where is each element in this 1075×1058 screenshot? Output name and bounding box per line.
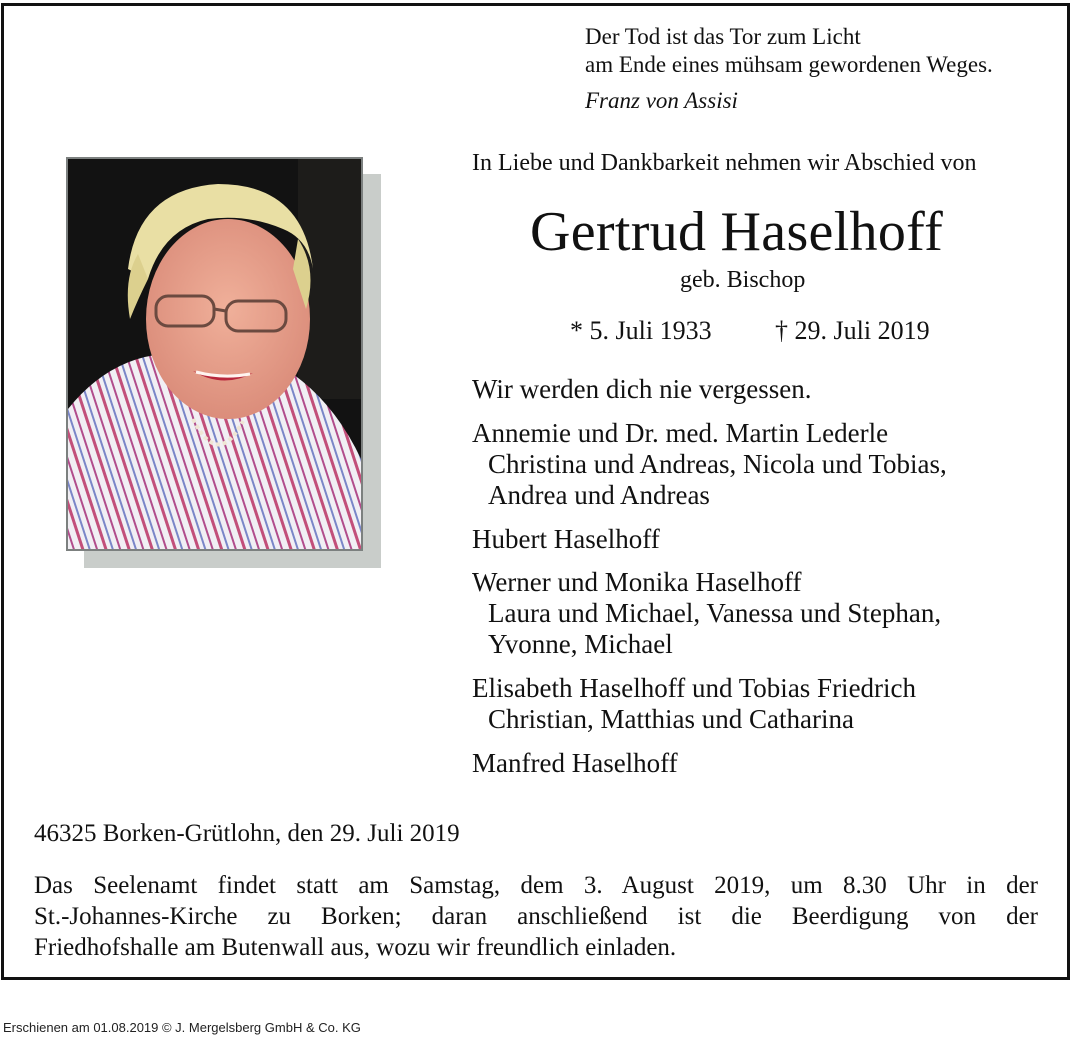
family-main: Annemie und Dr. med. Martin Lederle <box>472 418 889 448</box>
notice-line: Das Seelenamt findet statt am Samstag, dem 3. August 2019, um 8.30 Uhr in der <box>34 872 1038 899</box>
farewell-message: Wir werden dich nie vergessen. <box>472 374 812 404</box>
family-group-3 <box>472 567 941 660</box>
death-date: † 29. Juli 2019 <box>775 316 930 345</box>
family-group-1 <box>472 418 947 511</box>
family-main: Hubert Haselhoff <box>472 524 660 554</box>
family-members: Christian, Matthias und Catharina <box>488 704 854 734</box>
family-members: Laura und Michael, Vanessa und Stephan, <box>488 598 942 628</box>
family-main: Werner und Monika Haselhoff <box>472 567 802 597</box>
notice-line: St.-Johannes-Kirche zu Borken; daran anschließend ist die Beerdigung von der <box>34 903 1038 930</box>
family-members: Andrea und Andreas <box>488 480 710 510</box>
birth-name: geb. Bischop <box>680 267 806 293</box>
family-group-5 <box>472 748 678 779</box>
publication-footer: Erschienen am 01.08.2019 © J. Mergelsberg GmbH & Co. KG <box>3 1020 361 1035</box>
quote-line-2: am Ende eines mühsam gewordenen Weges. <box>585 52 993 77</box>
family-members: Christina und Andreas, Nicola und Tobias, <box>488 449 947 479</box>
family-group-4 <box>472 673 916 735</box>
portrait-photo <box>66 157 363 551</box>
funeral-notice <box>34 870 1038 963</box>
quote-line-1: Der Tod ist das Tor zum Licht <box>585 24 861 49</box>
family-main: Manfred Haselhoff <box>472 748 678 778</box>
farewell-intro: In Liebe und Dankbarkeit nehmen wir Abschied von <box>472 150 977 176</box>
family-group-2 <box>472 524 660 555</box>
birth-date: * 5. Juli 1933 <box>570 316 712 345</box>
family-members: Yvonne, Michael <box>488 629 673 659</box>
family-main: Elisabeth Haselhoff und Tobias Friedrich <box>472 673 917 703</box>
notice-line: Friedhofshalle am Butenwall aus, wozu wir freundlich einladen. <box>34 934 677 961</box>
deceased-name: Gertrud Haselhoff <box>530 201 944 263</box>
place-and-date: 46325 Borken-Grütlohn, den 29. Juli 2019 <box>34 820 460 847</box>
quote-author: Franz von Assisi <box>585 88 738 113</box>
